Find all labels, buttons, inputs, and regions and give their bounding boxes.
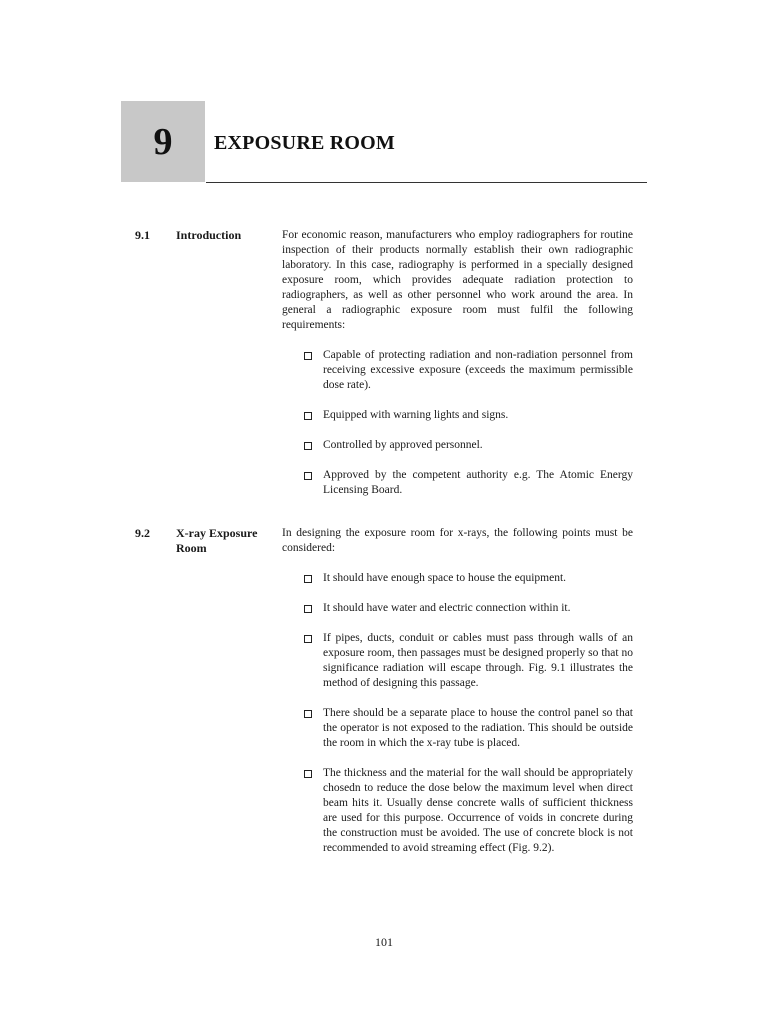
list-item <box>282 468 633 498</box>
section-intro-paragraph: In designing the exposure room for x-rays, the following points must be considered: <box>282 527 633 554</box>
list-item <box>282 766 633 856</box>
list-item-text: There should be a separate place to house the control panel so that the operator is not exposed to the radiation. This should be outside the room in which the x-ray tube is placed. <box>323 707 633 749</box>
section-intro-paragraph: For economic reason, manufacturers who employ radiographers for routine inspection of their products normally establish their own radiographic laboratory. In this case, radiography is performed in a specially designed exposure room, which provides adequate radiation protection to radiographers, as well as other personnel who work around the area. In general a radiographic exposure room must fulfil the following requirements: <box>282 229 633 331</box>
list-item <box>282 438 633 453</box>
list-item <box>282 631 633 691</box>
section-body <box>282 228 633 498</box>
section-title: Introduction <box>176 228 242 242</box>
list-item-text: It should have enough space to house the equipment. <box>323 572 567 584</box>
chapter-number-box <box>121 101 205 182</box>
section-number: 9.2 <box>135 526 150 540</box>
considerations-list <box>282 571 633 856</box>
list-item <box>282 408 633 423</box>
checkbox-bullet-icon <box>304 352 312 360</box>
section-body <box>282 526 633 856</box>
checkbox-bullet-icon <box>304 710 312 718</box>
chapter-number: 9 <box>153 120 173 163</box>
checkbox-bullet-icon <box>304 412 312 420</box>
checkbox-bullet-icon <box>304 472 312 480</box>
list-item-text: Controlled by approved personnel. <box>323 439 483 451</box>
list-item-text: Capable of protecting radiation and non-radiation personnel from receiving excessive exposure (exceeds the maximum permissible dose rate). <box>323 349 633 391</box>
chapter-title: EXPOSURE ROOM <box>214 132 395 154</box>
checkbox-bullet-icon <box>304 605 312 613</box>
section-title: X-ray Exposure Room <box>176 526 258 555</box>
section-number: 9.1 <box>135 228 150 242</box>
title-divider <box>206 182 647 183</box>
list-item-text: It should have water and electric connection within it. <box>323 602 571 614</box>
list-item-text: Approved by the competent authority e.g. The Atomic Energy Licensing Board. <box>323 469 633 496</box>
checkbox-bullet-icon <box>304 575 312 583</box>
requirements-list <box>282 348 633 498</box>
list-item <box>282 706 633 751</box>
list-item-text: If pipes, ducts, conduit or cables must pass through walls of an exposure room, then passages must be designed properly so that no significance radiation will escape through. Fig. 9.1 illustrates the method of designing this passage. <box>323 632 633 689</box>
checkbox-bullet-icon <box>304 442 312 450</box>
list-item-text: Equipped with warning lights and signs. <box>323 409 509 421</box>
list-item <box>282 348 633 393</box>
checkbox-bullet-icon <box>304 635 312 643</box>
checkbox-bullet-icon <box>304 770 312 778</box>
list-item-text: The thickness and the material for the wall should be appropriately chosedn to reduce the dose below the maximum level when direct beam hits it. Usually dense concrete walls of sufficient thickness are used for this purpose. Occurrence of voids in concrete during the construction must be avoided. The use of concrete block is not recommended to avoid streaming effect (Fig. 9.2). <box>323 767 633 854</box>
page-number: 101 <box>375 935 393 949</box>
list-item <box>282 601 633 616</box>
list-item <box>282 571 633 586</box>
